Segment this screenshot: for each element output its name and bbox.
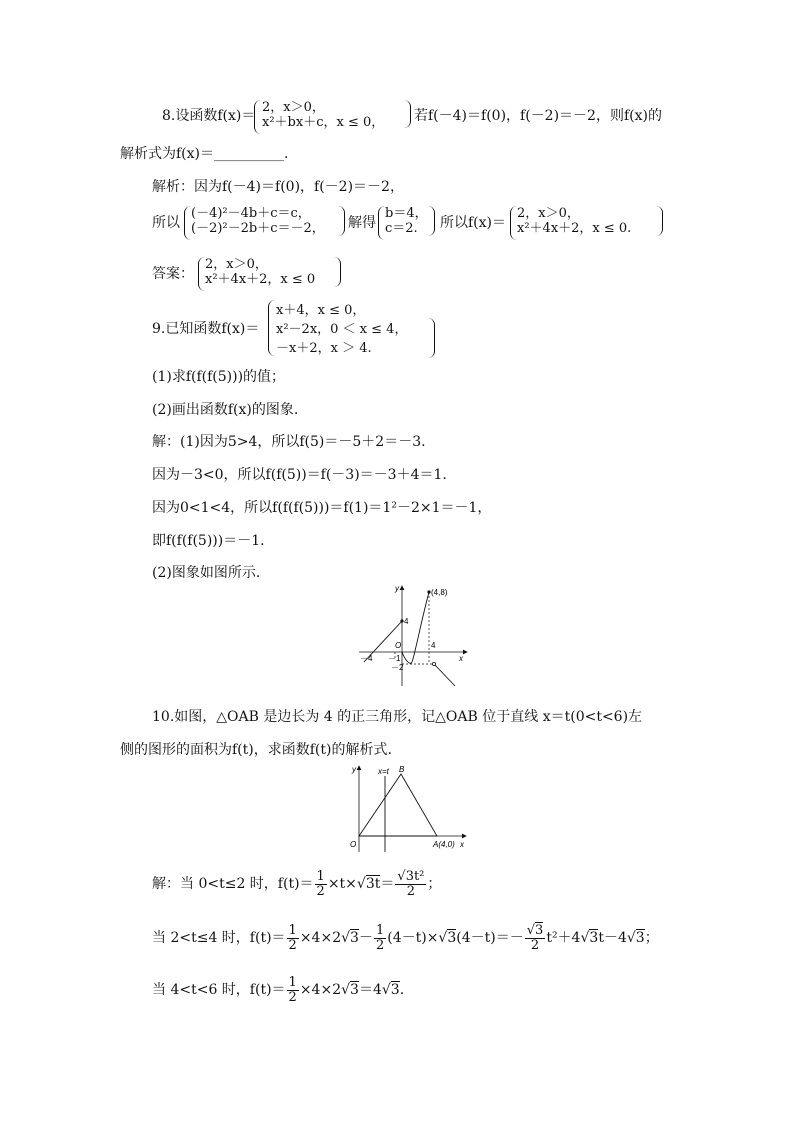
q9-graph-neg1: －1 [388, 654, 401, 663]
q9-function-graph [355, 582, 473, 690]
q8-function-case2: x²＋4x＋2，x ≤ 0. [517, 221, 632, 236]
q8-system-eq1: (－4)²－4b＋c＝c， [191, 206, 311, 221]
q9-sol-line4: 即f(f(f(5)))＝－1. [152, 533, 265, 549]
q10-triangle-oab [359, 774, 437, 836]
q8-system [191, 206, 325, 236]
q9-sol-line3: 因为0<1<4，所以f(f(f(5)))＝f(1)＝1²－2×1＝－1， [152, 500, 492, 516]
q8-case2: x²＋bx＋c，x ≤ 0， [262, 115, 385, 130]
q9-graph-four-y: 4 [404, 617, 409, 626]
q8-question-line2: 解析式为f(x)＝__________. [120, 146, 289, 162]
q9-graph-point-label: (4,8) [431, 588, 448, 597]
q8-piecewise [262, 100, 384, 130]
q8-answer-brace [198, 257, 205, 291]
q9-sol-line1: 解：(1)因为5>4，所以f(5)＝－5＋2＝－3. [152, 434, 426, 450]
q8-system-prefix: 所以 [152, 215, 180, 231]
q9-part2: (2)画出函数f(x)的图象. [152, 402, 299, 418]
q10-triangle-figure [340, 762, 472, 856]
q9-graph-x-label: x [459, 654, 463, 663]
q8-function-case1: 2，x＞0， [517, 206, 580, 221]
q9-graph-origin: O [395, 641, 402, 650]
q8-function-brace [510, 206, 517, 240]
q8-solution-head: 解析：因为f(－4)＝f(0)，f(－2)＝－2， [152, 179, 404, 195]
q9-sol-line2: 因为－3<0，所以f(f(5))＝f(－3)＝－3＋4＝1. [152, 467, 447, 483]
q8-system-right-brace [338, 206, 345, 236]
q8-condition: 若f(－4)＝f(0)，f(－2)＝－2，则f(x)的 [414, 108, 662, 124]
q8-left-brace [254, 100, 261, 134]
q8-system-eq2: (－2)²－2b＋c＝－2， [191, 221, 325, 236]
q8-answer-right-brace [334, 257, 341, 287]
q8-result-b: b＝4， [385, 206, 428, 221]
q10-case1-half: $\frac{1}{2}$ [316, 868, 325, 899]
q9-part1: (1)求f(f(f(5)))的值； [152, 369, 286, 385]
q9-graph-neg2: －2 [391, 663, 404, 672]
q10-case1-result: $\frac{\text{√3t²}}{2}$ [397, 868, 425, 899]
q8-result-right-brace [428, 206, 435, 236]
q9-graph-neg4: －4 [360, 654, 373, 663]
q10-y-label: y [352, 765, 356, 774]
q8-answer-case1: 2，x＞0， [205, 257, 268, 272]
q8-solve-word: 解得 [348, 215, 376, 231]
q10-line2: 侧的图形的面积为f(t)，求函数f(t)的解析式. [120, 742, 392, 758]
q8-result-c: c＝2. [385, 221, 418, 236]
q8-function [517, 206, 631, 236]
q10-vertex-o: O [350, 840, 357, 849]
q8-result [385, 206, 428, 236]
q10-vertex-b: B [399, 765, 405, 774]
q8-right-brace [404, 100, 411, 128]
q10-x-label: x [460, 840, 464, 849]
q9-parabola-branch [402, 592, 429, 663]
q10-solution-case2: 当 2<t≤4 时，f(t)＝ $\frac{1}{2}$ ×4×2√3－ $\frac{1}{2}$ (4－t)×√3(4－t)＝－ $\frac{√3}{2}$ t²＋4√3t－4√3； [152, 922, 659, 953]
q9-decreasing-branch [435, 665, 455, 686]
q10-line-label: x=t [378, 767, 389, 776]
q9-case1: x＋4，x ≤ 0， [276, 303, 366, 318]
q8-answer-prefix: 答案： [152, 266, 194, 282]
q10-vertex-a: A(4,0) [433, 840, 455, 849]
q9-case3: －x＋2，x ＞ 4. [276, 341, 372, 356]
q8-function-right-brace [656, 206, 663, 236]
q9-prefix: 9.已知函数f(x)＝ [152, 321, 260, 337]
q9-right-brace [428, 318, 435, 358]
q9-brace [268, 300, 275, 356]
q8-case1: 2，x＞0， [262, 100, 325, 115]
q8-so-prefix: 所以f(x)＝ [440, 215, 507, 231]
q9-graph-y-label: y [395, 584, 399, 593]
q8-answer-case2: x²＋4x＋2，x ≤ 0 [205, 272, 316, 287]
q8-result-brace [378, 206, 385, 240]
q9-sol-line5: (2)图象如图所示. [152, 565, 261, 581]
q8-prefix: 8.设函数f(x)＝ [162, 108, 256, 124]
q10-solution-case1: 解：当 0<t≤2 时，f(t)＝ $\frac{1}{2}$ ×t×√3t＝ $\frac{\text{√3t²}}{2}$ ； [152, 868, 442, 899]
q8-system-brace [184, 206, 191, 240]
q10-solution-case3: 当 4<t<6 时，f(t)＝ $\frac{1}{2}$ ×4×2√3＝4√3. [152, 974, 405, 1005]
q9-piecewise [276, 301, 407, 358]
q10-case1-head: 解：当 0<t≤2 时，f(t)＝ [152, 876, 314, 892]
q9-graph-four-x: 4 [431, 641, 436, 650]
q9-case2: x²－2x，0 ＜ x ≤ 4， [276, 322, 408, 337]
q8-answer [205, 257, 315, 287]
q10-line1: 10.如图，△OAB 是边长为 4 的正三角形，记△OAB 位于直线 x＝t(0<t<6)左 [152, 709, 643, 725]
